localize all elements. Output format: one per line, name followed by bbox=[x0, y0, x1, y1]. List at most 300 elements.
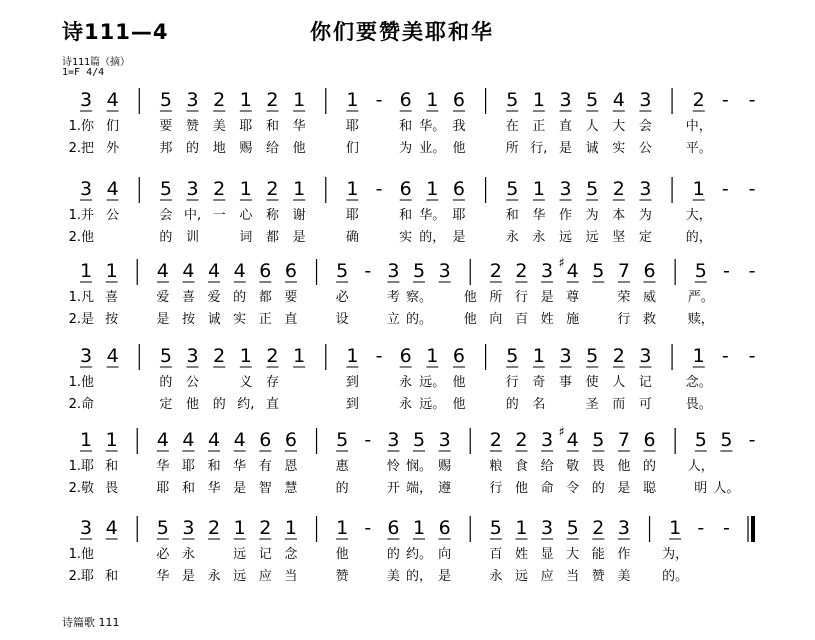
lyric-syllable: 是 bbox=[156, 312, 170, 327]
note-5: 5 bbox=[412, 429, 426, 451]
note-4: 4 bbox=[106, 178, 119, 200]
lyric-syllable: 平。 bbox=[685, 141, 712, 156]
lyric-syllable: 外 bbox=[106, 141, 120, 156]
lyric-syllable: 向 bbox=[489, 312, 503, 327]
note-1: 1 bbox=[346, 345, 359, 367]
lyric-syllable: 远 bbox=[233, 547, 247, 562]
note-1: 1 bbox=[284, 517, 297, 539]
lyric-syllable: 耶 bbox=[452, 208, 466, 223]
lyric-syllable: 赎， bbox=[687, 312, 714, 327]
note-dash: - bbox=[375, 345, 383, 367]
note-4: 4 bbox=[566, 429, 579, 451]
note-dash: - bbox=[721, 178, 729, 200]
lyric-syllable: 他 bbox=[186, 397, 200, 412]
note-dash: - bbox=[722, 260, 730, 282]
note-6: 6 bbox=[399, 345, 412, 367]
note-2: 2 bbox=[592, 517, 605, 539]
lyric-syllable: 公 bbox=[638, 141, 652, 156]
lyric-syllable: 永 bbox=[505, 230, 519, 245]
lyric-syllable: 施 bbox=[566, 312, 580, 327]
lyric-syllable: 永 bbox=[532, 230, 546, 245]
lyric-syllable: 直 bbox=[265, 397, 279, 412]
note-5: 5 bbox=[336, 260, 349, 282]
note-1: 1 bbox=[426, 345, 439, 367]
note-2: 2 bbox=[213, 178, 226, 200]
note-1: 1 bbox=[692, 178, 705, 200]
note-1: 1 bbox=[293, 178, 306, 200]
lyric-syllable: 的 bbox=[643, 459, 657, 474]
lyric-syllable: 赐 bbox=[438, 459, 452, 474]
note-dash: - bbox=[748, 260, 756, 282]
lyric-syllable: 的 bbox=[212, 397, 226, 412]
lyric-syllable: 远。 bbox=[419, 397, 446, 412]
lyric-syllable: 记 bbox=[258, 547, 272, 562]
note-3: 3 bbox=[438, 429, 451, 451]
note-5: 5 bbox=[159, 345, 172, 367]
note-6: 6 bbox=[399, 178, 412, 200]
lyric-syllable: 和 bbox=[181, 481, 195, 496]
lyric-syllable: 当 bbox=[566, 569, 580, 584]
lyric-syllable: 和 bbox=[505, 208, 519, 223]
lyric-syllable: 确 bbox=[345, 230, 359, 245]
lyric-syllable: 到 bbox=[345, 375, 359, 390]
lyric-syllable: 有 bbox=[258, 459, 272, 474]
note-1: 1 bbox=[515, 517, 528, 539]
lyric-syllable: 和 bbox=[105, 569, 119, 584]
lyric-syllable: 他 bbox=[292, 141, 306, 156]
lyric-syllable: 作 bbox=[559, 208, 573, 223]
lyric-syllable: 称 bbox=[265, 208, 279, 223]
note-4: 4 bbox=[156, 260, 169, 282]
note-3: 3 bbox=[387, 429, 400, 451]
note-3: 3 bbox=[541, 429, 554, 451]
note-3: 3 bbox=[182, 517, 195, 539]
lyric-syllable: 们 bbox=[345, 141, 359, 156]
lyric-syllable: 行 bbox=[505, 375, 519, 390]
lyric-syllable: 坚 bbox=[612, 230, 626, 245]
lyric-syllable: 会 bbox=[638, 119, 652, 134]
note-3: 3 bbox=[79, 89, 93, 111]
note-1: 1 bbox=[336, 517, 349, 539]
note-5: 5 bbox=[506, 345, 519, 367]
note-4: 4 bbox=[612, 89, 625, 111]
hymn-number: 诗111—4 bbox=[62, 20, 169, 44]
note-5: 5 bbox=[586, 178, 599, 200]
lyric-syllable: 向 bbox=[438, 547, 452, 562]
lyric-syllable: 远。 bbox=[419, 375, 446, 390]
lyric-syllable: 和 bbox=[265, 119, 279, 134]
lyric-syllable: 畏。 bbox=[685, 397, 712, 412]
lyric-syllable: 定 bbox=[638, 230, 652, 245]
note-3: 3 bbox=[559, 89, 572, 111]
lyric-syllable: 2.把 bbox=[68, 141, 94, 156]
lyric-syllable: 美 bbox=[617, 569, 631, 584]
note-3: 3 bbox=[639, 345, 652, 367]
note-1: 1 bbox=[692, 345, 705, 367]
lyric-syllable: 我 bbox=[452, 119, 466, 134]
collection-footer: 诗篇歌 111 bbox=[62, 616, 120, 629]
lyric-syllable: 2.命 bbox=[68, 397, 94, 412]
lyric-syllable: 救 bbox=[643, 312, 657, 327]
note-1: 1 bbox=[412, 517, 426, 539]
lyric-syllable: 2.是 bbox=[68, 312, 94, 327]
note-2: 2 bbox=[515, 260, 528, 282]
lyric-syllable: 美 bbox=[386, 569, 400, 584]
lyric-syllable: 敬 bbox=[566, 459, 580, 474]
lyric-syllable: 诚 bbox=[585, 141, 599, 156]
lyric-syllable: 1.耶 bbox=[68, 459, 94, 474]
lyric-syllable: 心 bbox=[239, 208, 253, 223]
lyric-syllable: 智 bbox=[258, 481, 272, 496]
lyric-syllable: 华 bbox=[207, 481, 221, 496]
note-2: 2 bbox=[259, 517, 272, 539]
note-2: 2 bbox=[266, 345, 279, 367]
note-dash: - bbox=[364, 429, 372, 451]
lyric-syllable: 谢 bbox=[292, 208, 306, 223]
note-3: 3 bbox=[79, 517, 93, 539]
lyric-syllable: 的 bbox=[159, 230, 173, 245]
lyric-syllable: 给 bbox=[540, 459, 554, 474]
lyric-syllable: 粮 bbox=[489, 459, 503, 474]
note-2: 2 bbox=[213, 89, 226, 111]
note-1: 1 bbox=[669, 517, 682, 539]
lyric-syllable: 恩 bbox=[284, 459, 298, 474]
lyric-syllable: 的 bbox=[505, 397, 519, 412]
note-5: 5 bbox=[694, 260, 707, 282]
lyric-syllable: 华。 bbox=[419, 119, 446, 134]
note-6: 6 bbox=[452, 345, 466, 367]
lyric-syllable: 喜 bbox=[181, 290, 195, 305]
lyric-syllable: 给 bbox=[265, 141, 279, 156]
lyric-syllable: 设 bbox=[335, 312, 349, 327]
lyric-syllable: 聪 bbox=[643, 481, 657, 496]
lyric-syllable: 正 bbox=[258, 312, 272, 327]
lyric-syllable: 为 bbox=[399, 141, 413, 156]
note-6: 6 bbox=[399, 89, 412, 111]
lyric-syllable: 美 bbox=[212, 119, 226, 134]
lyric-syllable: 尊 bbox=[566, 290, 580, 305]
lyric-syllable: 的 bbox=[186, 141, 200, 156]
note-dash: - bbox=[375, 178, 383, 200]
lyric-syllable: 令 bbox=[566, 481, 580, 496]
note-3: 3 bbox=[438, 260, 451, 282]
lyric-syllable: 百 bbox=[489, 547, 503, 562]
lyric-syllable: 耶 bbox=[345, 119, 359, 134]
lyric-syllable: 命 bbox=[540, 481, 554, 496]
lyric-syllable: 约。 bbox=[405, 547, 433, 562]
lyric-syllable: 的 bbox=[233, 290, 247, 305]
lyric-syllable: 2.他 bbox=[68, 230, 94, 245]
note-1: 1 bbox=[426, 178, 439, 200]
lyric-syllable: 会 bbox=[159, 208, 173, 223]
lyric-syllable: 大 bbox=[566, 547, 580, 562]
lyric-syllable: 他 bbox=[514, 481, 528, 496]
note-dash: - bbox=[748, 429, 756, 451]
note-6: 6 bbox=[284, 429, 297, 451]
lyric-syllable: 耶 bbox=[345, 208, 359, 223]
lyric-syllable: 业。 bbox=[419, 141, 446, 156]
note-3: 3 bbox=[186, 89, 199, 111]
lyric-syllable: 行 bbox=[489, 481, 503, 496]
note-5: 5 bbox=[586, 345, 599, 367]
lyric-syllable: 为 bbox=[638, 208, 652, 223]
note-3: 3 bbox=[186, 345, 199, 367]
note-dash: - bbox=[748, 178, 756, 200]
note-5: 5 bbox=[592, 429, 605, 451]
lyric-syllable: 行 bbox=[514, 290, 528, 305]
lyric-syllable: 直 bbox=[284, 312, 298, 327]
key-time-signature: 1=F 4/4 bbox=[62, 67, 105, 78]
note-1: 1 bbox=[532, 345, 545, 367]
note-2: 2 bbox=[208, 517, 221, 539]
lyric-syllable: 邦 bbox=[159, 141, 173, 156]
lyric-syllable: 和 bbox=[399, 119, 413, 134]
lyric-syllable: 的， bbox=[419, 230, 446, 245]
source-line: 诗111篇（摘） bbox=[62, 57, 131, 68]
note-dash: - bbox=[721, 89, 729, 111]
note-3: 3 bbox=[559, 345, 572, 367]
lyric-syllable: 华 bbox=[156, 459, 170, 474]
lyric-syllable: 到 bbox=[345, 397, 359, 412]
note-6: 6 bbox=[643, 260, 656, 282]
lyric-syllable: 考 bbox=[386, 290, 400, 305]
lyric-syllable: 他 bbox=[452, 141, 466, 156]
lyric-syllable: 能 bbox=[591, 547, 605, 562]
lyric-syllable: 开 bbox=[386, 481, 400, 496]
lyric-syllable: 赐 bbox=[239, 141, 253, 156]
lyric-syllable: 耶 bbox=[156, 481, 170, 496]
lyric-syllable: 按 bbox=[181, 312, 195, 327]
lyric-syllable: 要 bbox=[159, 119, 173, 134]
lyric-syllable: 1.凡 bbox=[68, 290, 94, 305]
lyric-syllable: 赞 bbox=[591, 569, 605, 584]
lyric-syllable: 的 bbox=[335, 481, 349, 496]
lyric-syllable: 中， bbox=[685, 119, 712, 134]
lyric-syllable: 华。 bbox=[419, 208, 446, 223]
lyric-syllable: 2.耶 bbox=[68, 569, 94, 584]
note-1: 1 bbox=[346, 89, 359, 111]
lyric-syllable: 是 bbox=[452, 230, 466, 245]
note-4: 4 bbox=[182, 429, 195, 451]
note-3: 3 bbox=[79, 178, 93, 200]
lyric-syllable: 圣 bbox=[585, 397, 599, 412]
lyric-syllable: 严。 bbox=[687, 290, 714, 305]
note-1: 1 bbox=[239, 89, 252, 111]
song-title: 你们要赞美耶和华 bbox=[310, 20, 494, 44]
lyric-syllable: 和 bbox=[207, 459, 221, 474]
lyric-syllable: 怜 bbox=[386, 459, 400, 474]
lyric-syllable: 华 bbox=[156, 569, 170, 584]
lyric-syllable: 立 bbox=[386, 312, 400, 327]
note-7: 7 bbox=[617, 260, 630, 282]
lyric-syllable: 要 bbox=[284, 290, 298, 305]
lyric-syllable: 惠 bbox=[335, 459, 349, 474]
note-2: 2 bbox=[266, 178, 279, 200]
lyric-syllable: 威 bbox=[643, 290, 657, 305]
note-1: 1 bbox=[79, 260, 93, 282]
lyric-syllable: 必 bbox=[156, 547, 170, 562]
lyric-syllable: 远 bbox=[559, 230, 573, 245]
lyric-syllable: 永 bbox=[181, 547, 195, 562]
lyric-syllable: 远 bbox=[233, 569, 247, 584]
note-3: 3 bbox=[186, 178, 199, 200]
lyric-syllable: 遵 bbox=[438, 481, 452, 496]
lyric-syllable: 是 bbox=[540, 290, 554, 305]
note-2: 2 bbox=[612, 345, 625, 367]
note-5: 5 bbox=[586, 89, 599, 111]
note-2: 2 bbox=[489, 260, 502, 282]
lyric-syllable: 实 bbox=[612, 141, 626, 156]
note-2: 2 bbox=[692, 89, 705, 111]
lyric-syllable: 是 bbox=[292, 230, 306, 245]
lyric-syllable: 端， bbox=[405, 481, 433, 496]
lyric-syllable: 念 bbox=[284, 547, 298, 562]
lyric-syllable: 使 bbox=[585, 375, 599, 390]
lyric-syllable: 在 bbox=[505, 119, 519, 134]
lyric-syllable: 他 bbox=[452, 397, 466, 412]
lyric-syllable: 必 bbox=[335, 290, 349, 305]
lyric-syllable: 存 bbox=[265, 375, 279, 390]
note-dash: - bbox=[364, 517, 372, 539]
lyric-syllable: 记 bbox=[638, 375, 652, 390]
note-5: 5 bbox=[592, 260, 605, 282]
lyric-syllable: 作 bbox=[617, 547, 631, 562]
lyric-syllable: 悯。 bbox=[405, 459, 433, 474]
lyric-syllable: 是 bbox=[181, 569, 195, 584]
note-5: 5 bbox=[156, 517, 169, 539]
note-1: 1 bbox=[293, 89, 306, 111]
lyric-syllable: 中, bbox=[183, 208, 202, 223]
note-4: 4 bbox=[208, 429, 221, 451]
note-dash: - bbox=[364, 260, 372, 282]
lyric-syllable: 1.他 bbox=[68, 547, 94, 562]
note-6: 6 bbox=[643, 429, 656, 451]
note-3: 3 bbox=[617, 517, 630, 539]
note-4: 4 bbox=[182, 260, 195, 282]
lyric-syllable: 姓 bbox=[540, 312, 554, 327]
lyric-syllable: 永 bbox=[399, 397, 413, 412]
note-4: 4 bbox=[156, 429, 169, 451]
lyric-syllable: 一 bbox=[212, 208, 226, 223]
note-5: 5 bbox=[489, 517, 502, 539]
note-dash: - bbox=[722, 517, 730, 539]
lyric-syllable: 的 bbox=[386, 547, 400, 562]
note-6: 6 bbox=[259, 429, 272, 451]
lyric-syllable: 大， bbox=[685, 208, 712, 223]
lyric-syllable: 荣 bbox=[617, 290, 631, 305]
lyric-syllable: 食 bbox=[514, 459, 528, 474]
lyric-syllable: 约, bbox=[237, 397, 255, 412]
note-dash: - bbox=[748, 345, 756, 367]
note-1: 1 bbox=[426, 89, 439, 111]
lyric-syllable: 和 bbox=[399, 208, 413, 223]
note-1: 1 bbox=[233, 517, 246, 539]
lyric-syllable: 明 bbox=[694, 481, 708, 496]
lyric-syllable: 本 bbox=[612, 208, 626, 223]
lyric-syllable: 永 bbox=[489, 569, 503, 584]
lyric-syllable: 人 bbox=[585, 119, 599, 134]
note-5: 5 bbox=[412, 260, 426, 282]
note-6: 6 bbox=[438, 517, 451, 539]
note-2: 2 bbox=[266, 89, 279, 111]
note-1: 1 bbox=[239, 178, 252, 200]
lyric-syllable: 爱 bbox=[207, 290, 221, 305]
lyric-syllable: 而 bbox=[612, 397, 626, 412]
lyric-syllable: 公 bbox=[186, 375, 200, 390]
note-dash: - bbox=[721, 345, 729, 367]
note-4: 4 bbox=[233, 260, 246, 282]
lyric-syllable: 公 bbox=[106, 208, 120, 223]
note-1: 1 bbox=[239, 345, 252, 367]
lyric-syllable: 实 bbox=[233, 312, 247, 327]
note-1: 1 bbox=[293, 345, 306, 367]
lyric-syllable: 畏 bbox=[591, 459, 605, 474]
lyric-syllable: 的， bbox=[685, 230, 712, 245]
lyric-syllable: 喜 bbox=[105, 290, 119, 305]
note-5: 5 bbox=[159, 89, 172, 111]
lyric-syllable: 的 bbox=[159, 375, 173, 390]
lyric-syllable: 赞 bbox=[335, 569, 349, 584]
lyric-syllable: 行 bbox=[617, 312, 631, 327]
note-2: 2 bbox=[515, 429, 528, 451]
note-dash: - bbox=[375, 89, 383, 111]
note-4: 4 bbox=[566, 260, 579, 282]
lyric-syllable: 词 bbox=[239, 230, 253, 245]
note-5: 5 bbox=[506, 89, 519, 111]
lyric-syllable: 百 bbox=[514, 312, 528, 327]
note-5: 5 bbox=[506, 178, 519, 200]
note-1: 1 bbox=[79, 429, 93, 451]
lyric-syllable: 可 bbox=[638, 397, 652, 412]
note-4: 4 bbox=[233, 429, 246, 451]
note-6: 6 bbox=[452, 89, 466, 111]
lyric-syllable: 定 bbox=[159, 397, 173, 412]
lyric-syllable: 华 bbox=[532, 208, 546, 223]
lyric-syllable: 直 bbox=[559, 119, 573, 134]
lyric-syllable: 实 bbox=[399, 230, 413, 245]
note-6: 6 bbox=[387, 517, 400, 539]
lyric-syllable: 耶 bbox=[181, 459, 195, 474]
lyric-syllable: 名 bbox=[532, 397, 546, 412]
lyric-syllable: 的。 bbox=[405, 312, 433, 327]
note-1: 1 bbox=[105, 260, 118, 282]
lyric-syllable: 华 bbox=[292, 119, 306, 134]
lyric-syllable: 为， bbox=[662, 547, 689, 562]
lyric-syllable: 大 bbox=[612, 119, 626, 134]
lyric-syllable: 人， bbox=[687, 459, 714, 474]
note-3: 3 bbox=[639, 178, 652, 200]
note-dash: - bbox=[748, 89, 756, 111]
lyric-syllable: 爱 bbox=[156, 290, 170, 305]
note-3: 3 bbox=[639, 89, 652, 111]
lyric-syllable: 正 bbox=[532, 119, 546, 134]
lyric-syllable: 慧 bbox=[284, 481, 298, 496]
lyric-syllable: 2.敬 bbox=[68, 481, 94, 496]
lyric-syllable: 事 bbox=[559, 375, 573, 390]
note-3: 3 bbox=[559, 178, 572, 200]
sharp-sign: ♯ bbox=[558, 256, 565, 271]
lyric-syllable: 的， bbox=[405, 569, 433, 584]
note-2: 2 bbox=[489, 429, 502, 451]
lyric-syllable: 奇 bbox=[532, 375, 546, 390]
lyric-syllable: 华 bbox=[233, 459, 247, 474]
lyric-syllable: 是 bbox=[233, 481, 247, 496]
lyric-syllable: 们 bbox=[106, 119, 120, 134]
lyric-syllable: 察。 bbox=[405, 290, 433, 305]
note-3: 3 bbox=[387, 260, 400, 282]
lyric-syllable: 是 bbox=[617, 481, 631, 496]
note-1: 1 bbox=[532, 178, 545, 200]
